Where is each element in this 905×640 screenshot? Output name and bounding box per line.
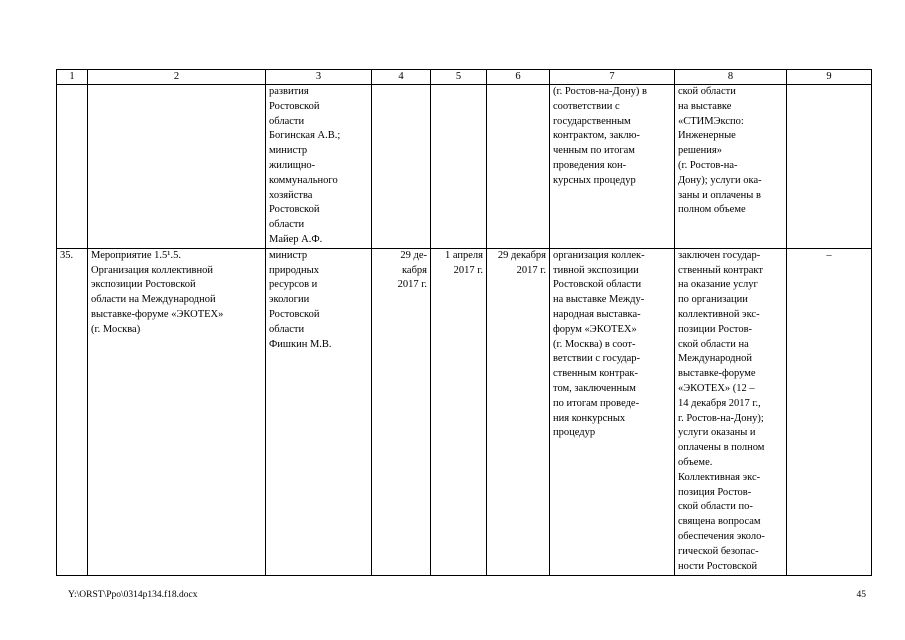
cell-end-date: 29 декабря 2017 г. xyxy=(487,248,550,575)
column-header-4: 4 xyxy=(372,70,431,85)
cell-planned-date xyxy=(372,85,431,249)
cell-end-date xyxy=(487,85,550,249)
cell-start-date xyxy=(431,85,487,249)
column-header-2: 2 xyxy=(88,70,266,85)
cell-responsible: развития Ростовской области Богинская А.В.; министр жилищно- коммунального хозяйства Ростовской области Майер А.Ф. xyxy=(266,85,372,249)
cell-activity xyxy=(88,85,266,249)
table-row-continuation xyxy=(57,85,872,249)
cell-activity: Мероприятие 1.5¹.5. Организация коллективной экспозиции Ростовской области на Международной выставке-форуме «ЭКОТЕХ» (г. Москва) xyxy=(88,248,266,575)
cell-number xyxy=(57,85,88,249)
cell-planned-date: 29 де- кабря 2017 г. xyxy=(372,248,431,575)
cell-start-date: 1 апреля 2017 г. xyxy=(431,248,487,575)
column-header-7: 7 xyxy=(550,70,675,85)
report-table xyxy=(56,69,872,576)
cell-actual-result: ской области на выставке «СТИМЭкспо: Инженерные решения» (г. Ростов-на- Дону); услуги ока- заны и оплачены в полном объеме xyxy=(675,85,787,249)
column-header-6: 6 xyxy=(487,70,550,85)
column-header-9: 9 xyxy=(787,70,872,85)
cell-notes xyxy=(787,85,872,249)
cell-number: 35. xyxy=(57,248,88,575)
cell-expected-result: организация коллек- тивной экспозиции Ростовской области на выставке Между- народная выставка- форум «ЭКОТЕХ» (г. Москва) в соот- ветствии с государ- ственным контрак- том, заключенным по итогам проведе- ния конкурсных процедур xyxy=(550,248,675,575)
column-header-8: 8 xyxy=(675,70,787,85)
table-row-35 xyxy=(57,248,872,575)
cell-actual-result: заключен государ- ственный контракт на оказание услуг по организации коллективной экс- позиции Ростов- ской области на Международной выставке-форуме «ЭКОТЕХ» (12 – 14 декабря 2017 г., г. Ростов-на-Дону); услуги оказаны и оплачены в полном объеме. Коллективная экс- позиция Ростов- ской области по- священа вопросам обеспечения эколо- гической безопас- ности Ростовской xyxy=(675,248,787,575)
cell-responsible: министр природных ресурсов и экологии Ростовской области Фишкин М.В. xyxy=(266,248,372,575)
column-number-row xyxy=(57,70,872,85)
cell-notes: – xyxy=(787,248,872,575)
column-header-5: 5 xyxy=(431,70,487,85)
cell-expected-result: (г. Ростов-на-Дону) в соответствии с государственным контрактом, заклю- ченным по итогам проведения кон- курсных процедур xyxy=(550,85,675,249)
footer-page-number: 45 xyxy=(856,590,866,600)
column-header-1: 1 xyxy=(57,70,88,85)
footer-file-path: Y:\ORST\Ppo\0314p134.f18.docx xyxy=(68,590,198,600)
column-header-3: 3 xyxy=(266,70,372,85)
